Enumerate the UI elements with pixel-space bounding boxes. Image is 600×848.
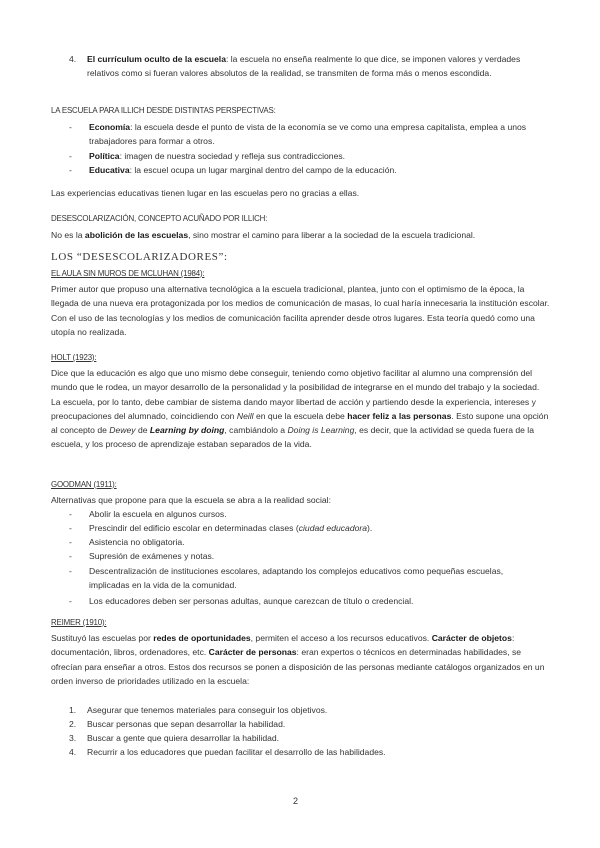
goodman-heading: GOODMAN (1911):	[51, 479, 117, 489]
item-title: El currículum oculto de la escuela	[87, 54, 226, 64]
list-item: - Los educadores deben ser personas adultas, aunque carezcan de título o credencial.	[69, 596, 414, 606]
holt-text: Dice que la educación es algo que uno mismo debe conseguir, teniendo como objetivo facilitar al alumno una comprensión del mundo que le rodea, un mayor desarrollo de la personalidad y la posibilidad de integrarse en el mundo del trabajo y la sociedad. La escuela, por lo tanto, debe cambiar de sistema dando mayor libertad de acción y partiendo desde la experiencia, intereses y preocupaciones del alumnado, coincidiendo con Neill en que la escuela debe hacer feliz a las personas. Esto supone una opción al concepto de Dewey de Learning by doing, cambiándolo a Doing is Learning, es decir, que la actividad se queda fuera de la escuela, y los proceso de aprendizaje estaban separados de la vida.	[51, 368, 549, 450]
list-item: - Supresión de exámenes y notas.	[69, 551, 215, 561]
list-item: - Descentralización de instituciones escolares, adaptando los complejos educativos como pequeñas escuelas, implicadas en la vida de la comunidad.	[69, 566, 504, 591]
deschooling-heading: DESESCOLARIZACIÓN, CONCEPTO ACUÑADO POR ILLICH:	[51, 213, 268, 223]
numbered-item: 2. Buscar personas que sepan desarrollar la habilidad.	[69, 719, 286, 729]
deschoolers-heading: LOS “DESESCOLARIZADORES”:	[51, 251, 228, 263]
holt-heading: HOLT (1923):	[51, 352, 97, 362]
perspective-item: - Economía: la escuela desde el punto de vista de la economía se ve como una empresa capitalista, emplea a unos trabajadores para formar a otros.	[69, 122, 527, 147]
page-number: 2	[293, 796, 299, 806]
numbered-item: 1. Asegurar que tenemos materiales para conseguir los objetivos.	[69, 705, 328, 715]
list-item: - Asistencia no obligatoria.	[69, 537, 185, 547]
illich-perspectives-heading: LA ESCUELA PARA ILLICH DESDE DISTINTAS PERSPECTIVAS:	[51, 105, 276, 115]
numbered-item: 3. Buscar a gente que quiera desarrollar la habilidad.	[69, 733, 280, 743]
hidden-curriculum-item	[69, 52, 551, 81]
goodman-intro: Alternativas que propone para que la escuela se abra a la realidad social:	[51, 495, 331, 505]
item-text: : la escuela no enseña realmente lo que dice, se imponen valores y verdades relativos como si fueran valores absolutos de la realidad, se transmiten de forma más o menos escondida.	[87, 54, 521, 79]
perspective-item: - Educativa: la escuel ocupa un lugar marginal dentro del campo de la educación.	[69, 165, 397, 175]
reimer-text: Sustituyó las escuelas por redes de oportunidades, permiten el acceso a los recursos educativos. Carácter de objetos: documentación, libros, ordenadores, etc. Carácter de personas: eran expertos o técnicos en determinadas habilidades, se ofrecían para enseñar a otros. Estos dos recursos se ponen a disposición de las personas mediante catálogos organizados en un orden inverso de prioridades utilizado en la escuela:	[51, 633, 545, 686]
perspective-item: - Política: imagen de nuestra sociedad y refleja sus contradicciones.	[69, 151, 346, 161]
mcluhan-heading: EL AULA SIN MUROS DE MCLUHAN (1984):	[51, 268, 205, 278]
reimer-heading: REIMER (1910):	[51, 617, 107, 627]
list-item: - Abolir la escuela en algunos cursos.	[69, 509, 227, 519]
mcluhan-text: Primer autor que propuso una alternativa tecnológica a la escuela tradicional, plantea, junto con el optimismo de la época, la llegada de una nueva era protagonizada por los medios de comunicación de masas, lo cual haría innecesaria la institución escolar. Con el uso de las tecnologías y los medios de comunicación facilita aprender desde otros lugares. Esta teoría quedó como una utopía no realizada.	[51, 284, 550, 337]
list-item: - Prescindir del edificio escolar en determinadas clases (ciudad educadora).	[69, 523, 373, 533]
experiences-note: Las experiencias educativas tienen lugar en las escuelas pero no gracias a ellas.	[51, 188, 360, 198]
deschooling-text: No es la abolición de las escuelas, sino mostrar el camino para liberar a la sociedad de la escuela tradicional.	[51, 230, 476, 240]
item-number: 4.	[69, 54, 77, 64]
numbered-item: 4. Recurrir a los educadores que puedan facilitar el desarrollo de las habilidades.	[69, 747, 386, 757]
